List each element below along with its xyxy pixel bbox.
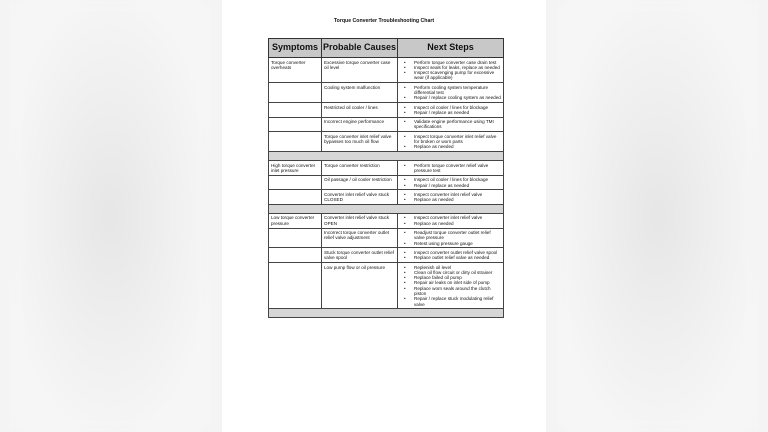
table-row: [269, 263, 504, 309]
step-item: • Inspect converter inlet relief valve: [414, 215, 501, 220]
next-steps-cell: [398, 161, 504, 176]
step-item: • Inspect seals for leaks, replace as needed: [414, 65, 501, 70]
next-steps-cell: [398, 213, 504, 228]
symptom-cell: [269, 132, 322, 152]
symptom-cell: High torque converter inlet pressure: [269, 161, 322, 176]
step-item: • Inspect converter outlet relief valve spool: [414, 250, 501, 255]
step-item: • Replenish oil level: [414, 265, 501, 270]
next-steps-cell: [398, 83, 504, 103]
header-next-steps: Next Steps: [398, 39, 504, 58]
step-item: • Replace failed oil pump: [414, 275, 501, 280]
header-symptoms: Symptoms: [269, 39, 322, 58]
symptom-cell: [269, 248, 322, 263]
cause-cell: Converter inlet relief valve stuck CLOSED: [322, 190, 398, 205]
header-probable-causes: Probable Causes: [322, 39, 398, 58]
next-steps-cell: [398, 175, 504, 190]
step-item: • Replace as needed: [414, 144, 501, 149]
table-row: [269, 58, 504, 83]
next-steps-cell: [398, 248, 504, 263]
step-item: • Repair / replace as needed: [414, 110, 501, 115]
header-row: [269, 39, 504, 58]
step-item: • Readjust torque converter outlet relief valve pressure: [414, 230, 501, 241]
table-row: [269, 83, 504, 103]
step-item: • Inspect scavenging pump for excessive wear (if applicable): [414, 70, 501, 81]
steps-list: [400, 230, 501, 246]
step-item: • Inspect oil cooler / lines for blockage: [414, 105, 501, 110]
cause-cell: Torque converter restriction: [322, 161, 398, 176]
table-body: [269, 58, 504, 318]
table-row: [269, 228, 504, 248]
table-row: [269, 175, 504, 190]
next-steps-cell: [398, 58, 504, 83]
step-item: • Perform torque converter relief valve pressure test: [414, 163, 501, 174]
symptom-cell: [269, 103, 322, 118]
group-separator-row: [269, 152, 504, 161]
step-item: • Inspect torque converter inlet relief valve for broken or worn parts: [414, 134, 501, 145]
step-item: • Replace worn seals around the clutch piston: [414, 286, 501, 297]
cause-cell: Low pump flow or oil pressure: [322, 263, 398, 309]
step-item: • Inspect oil cooler / lines for blockage: [414, 177, 501, 182]
symptom-cell: [269, 190, 322, 205]
background-blur-left: [10, 0, 210, 432]
steps-list: [400, 163, 501, 174]
cause-cell: Stuck torque converter outlet relief valve spool: [322, 248, 398, 263]
separator-cell: [269, 309, 504, 318]
steps-list: [400, 134, 501, 150]
table-row: [269, 161, 504, 176]
step-item: • Retest using pressure gauge: [414, 241, 501, 246]
step-item: • Repair air leaks on inlet side of pump: [414, 280, 501, 285]
cause-cell: Incorrect torque converter outlet relief valve adjustment: [322, 228, 398, 248]
next-steps-cell: [398, 103, 504, 118]
step-item: • Clean oil flow circuit or dirty oil strainer: [414, 270, 501, 275]
next-steps-cell: [398, 190, 504, 205]
symptom-cell: [269, 83, 322, 103]
step-item: • Replace as needed: [414, 221, 501, 226]
table-row: [269, 132, 504, 152]
table-row: [269, 213, 504, 228]
cause-cell: Converter inlet relief valve stuck OPEN: [322, 213, 398, 228]
symptom-cell: [269, 263, 322, 309]
next-steps-cell: [398, 132, 504, 152]
step-item: • Replace outlet relief valve as needed: [414, 255, 501, 260]
cause-cell: Restricted oil cooler / lines: [322, 103, 398, 118]
table-row: [269, 117, 504, 132]
document-page: [222, 0, 546, 432]
step-item: • Repair / replace stuck modulating relief valve: [414, 296, 501, 307]
cause-cell: Incorrect engine performance: [322, 117, 398, 132]
next-steps-cell: [398, 263, 504, 309]
step-item: • Perform cooling system temperature differential test: [414, 85, 501, 96]
symptom-cell: [269, 175, 322, 190]
step-item: • Repair / replace as needed: [414, 183, 501, 188]
next-steps-cell: [398, 228, 504, 248]
symptom-cell: [269, 228, 322, 248]
table-row: [269, 248, 504, 263]
steps-list: [400, 192, 501, 203]
step-item: • Repair / replace cooling system as needed: [414, 95, 501, 100]
step-item: • Inspect converter inlet relief valve: [414, 192, 501, 197]
separator-cell: [269, 204, 504, 213]
cause-cell: Torque converter inlet relief valve bypasses too much oil flow: [322, 132, 398, 152]
step-item: • Replace as needed: [414, 197, 501, 202]
symptom-cell: Torque converter overheats: [269, 58, 322, 83]
steps-list: [400, 85, 501, 101]
cause-cell: Cooling system malfunction: [322, 83, 398, 103]
next-steps-cell: [398, 117, 504, 132]
steps-list: [400, 265, 501, 307]
symptom-cell: [269, 117, 322, 132]
group-separator-row: [269, 309, 504, 318]
table-row: [269, 190, 504, 205]
cause-cell: Excessive torque converter case oil level: [322, 58, 398, 83]
step-item: • Perform torque converter case drain test: [414, 60, 501, 65]
document-title: Torque Converter Troubleshooting Chart: [333, 18, 435, 24]
table-row: [269, 103, 504, 118]
step-item: • Validate engine performance using TMI specifications: [414, 119, 501, 130]
cause-cell: Oil passage / oil cooler restriction: [322, 175, 398, 190]
separator-cell: [269, 152, 504, 161]
symptom-cell: Low torque converter pressure: [269, 213, 322, 228]
steps-list: [400, 119, 501, 130]
steps-list: [400, 250, 501, 261]
group-separator-row: [269, 204, 504, 213]
steps-list: [400, 177, 501, 188]
troubleshooting-table: [268, 38, 504, 318]
steps-list: [400, 215, 501, 226]
steps-list: [400, 105, 501, 116]
steps-list: [400, 60, 501, 81]
background-blur-right: [558, 0, 758, 432]
